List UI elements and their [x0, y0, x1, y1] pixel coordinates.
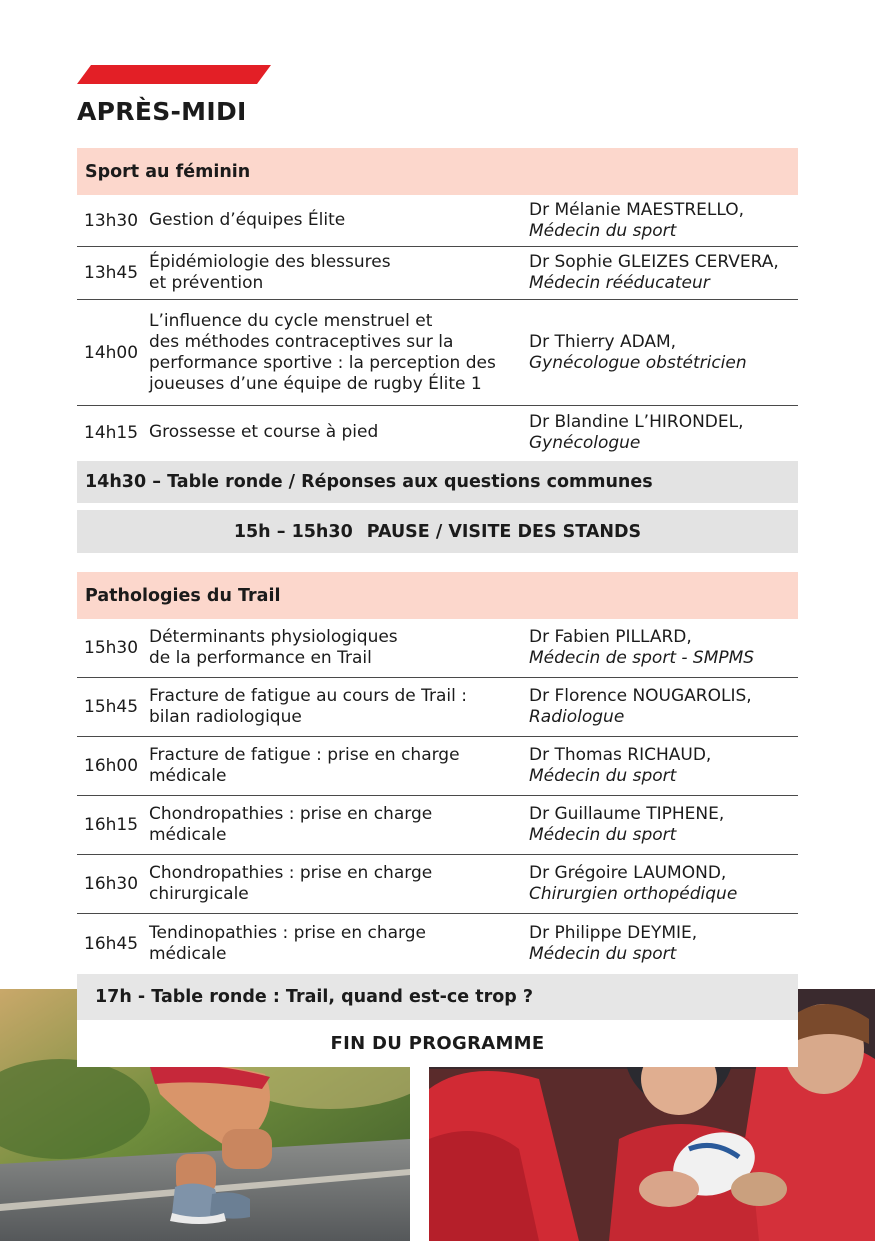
- session-speaker: [529, 332, 798, 374]
- table-row: [77, 678, 798, 737]
- table-row: [77, 619, 798, 678]
- table-row: [77, 300, 798, 406]
- session-topic: Déterminants physiologiques de la performance en Trail: [149, 627, 398, 668]
- round-table-1: 14h30 – Table ronde / Réponses aux questions communes: [77, 461, 798, 503]
- pause-label: PAUSE / VISITE DES STANDS: [366, 521, 642, 542]
- session-topic: Tendinopathies : prise en charge médicale: [149, 922, 426, 964]
- session-time: 13h45: [84, 263, 139, 283]
- table-row: [77, 855, 798, 914]
- session-time: 15h30: [84, 638, 139, 658]
- speaker-name: Dr Sophie GLEIZES CERVERA,: [529, 252, 779, 272]
- table-row: [77, 406, 798, 459]
- speaker-role: Médecin de sport - SMPMS: [529, 648, 755, 668]
- speaker-role: Gynécologue obstétricien: [529, 352, 747, 373]
- speaker-role: Gynécologue: [529, 432, 641, 453]
- session-speaker: [529, 745, 798, 787]
- session-time: 16h45: [84, 933, 139, 954]
- session-topic: Chondropathies : prise en charge médicale: [149, 804, 433, 845]
- session-topic: L’influence du cycle menstruel et des méthodes contraceptives sur la performance sportive : la perception des joueuses d’une équipe de rugby Élite 1: [149, 310, 496, 394]
- table-row: [77, 796, 798, 855]
- speaker-name: Dr Mélanie MAESTRELLO,: [529, 199, 744, 220]
- speaker-role: Médecin du sport: [529, 220, 677, 241]
- speaker-name: Dr Guillaume TIPHENE,: [529, 804, 725, 824]
- table-row: [77, 195, 798, 247]
- session-speaker: [529, 863, 798, 905]
- session-time: 14h00: [84, 342, 139, 363]
- session-speaker: [529, 200, 798, 242]
- session-time: 14h15: [84, 422, 139, 443]
- speaker-name: Dr Grégoire LAUMOND,: [529, 863, 727, 883]
- speaker-name: Dr Florence NOUGAROLIS,: [529, 686, 752, 706]
- schedule-table-1: [77, 195, 798, 459]
- table-row: [77, 737, 798, 796]
- session-speaker: [529, 412, 798, 454]
- table-row: [77, 247, 798, 300]
- session-topic: Épidémiologie des blessures et prévention: [149, 252, 391, 293]
- session-topic: Chondropathies : prise en charge chirurgicale: [149, 863, 433, 904]
- speaker-role: Médecin du sport: [529, 943, 677, 964]
- speaker-role: Médecin du sport: [529, 825, 677, 845]
- speaker-name: Dr Thierry ADAM,: [529, 331, 677, 352]
- session-topic: Grossesse et course à pied: [149, 422, 379, 442]
- session-topic: Gestion d’équipes Élite: [149, 210, 346, 230]
- session-time: 16h30: [84, 874, 139, 894]
- pause-banner: [77, 510, 798, 553]
- speaker-name: Dr Fabien PILLARD,: [529, 627, 692, 647]
- session-time: 13h30: [84, 210, 139, 231]
- session-speaker: [529, 804, 798, 846]
- session-topic: Fracture de fatigue au cours de Trail : bilan radiologique: [149, 686, 467, 727]
- session-time: 16h15: [84, 815, 139, 835]
- speaker-role: Radiologue: [529, 707, 625, 727]
- session-speaker: [529, 923, 798, 965]
- accent-stripe: [77, 65, 271, 84]
- speaker-role: Chirurgien orthopédique: [529, 884, 738, 904]
- session-speaker: [529, 252, 798, 294]
- speaker-role: Médecin du sport: [529, 766, 677, 786]
- session-time: 16h00: [84, 756, 139, 776]
- session-speaker: [529, 627, 798, 669]
- speaker-name: Dr Thomas RICHAUD,: [529, 745, 712, 765]
- pause-time: 15h – 15h30: [233, 521, 353, 542]
- page-title: APRÈS-MIDI: [77, 97, 247, 126]
- round-table-2: 17h - Table ronde : Trail, quand est-ce trop ?: [77, 974, 798, 1020]
- speaker-name: Dr Philippe DEYMIE,: [529, 922, 698, 943]
- section-header-sport-feminin: Sport au féminin: [77, 148, 798, 195]
- session-time: 15h45: [84, 697, 139, 717]
- session-topic: Fracture de fatigue : prise en charge médicale: [149, 745, 460, 786]
- schedule-table-2: [77, 619, 798, 973]
- end-of-program-banner: FIN DU PROGRAMME: [77, 1020, 798, 1067]
- session-speaker: [529, 686, 798, 728]
- speaker-name: Dr Blandine L’HIRONDEL,: [529, 411, 744, 432]
- section-header-pathologies-trail: Pathologies du Trail: [77, 572, 798, 619]
- table-row: [77, 914, 798, 973]
- speaker-role: Médecin rééducateur: [529, 273, 710, 293]
